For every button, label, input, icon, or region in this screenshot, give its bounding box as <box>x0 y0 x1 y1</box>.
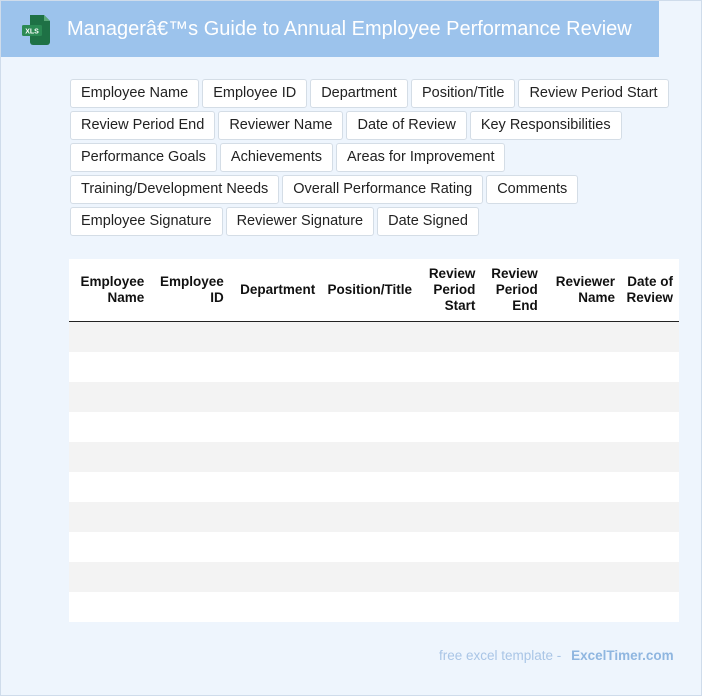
column-header: Position/Title <box>321 259 418 322</box>
column-header: Employee ID <box>150 259 229 322</box>
table-cell[interactable] <box>230 592 321 622</box>
footer-brand-link[interactable]: ExcelTimer.com <box>571 648 674 663</box>
table-cell[interactable] <box>69 382 150 412</box>
table-cell[interactable] <box>321 382 418 412</box>
table-cell[interactable] <box>544 592 621 622</box>
field-tag[interactable]: Achievements <box>220 143 333 172</box>
table-cell[interactable] <box>230 352 321 382</box>
table-row <box>69 472 679 502</box>
table-cell[interactable] <box>230 382 321 412</box>
table-cell[interactable] <box>481 442 543 472</box>
table-cell[interactable] <box>544 532 621 562</box>
field-tag[interactable]: Date of Review <box>346 111 466 140</box>
table-cell[interactable] <box>418 382 481 412</box>
table-cell[interactable] <box>481 562 543 592</box>
table-cell[interactable] <box>481 352 543 382</box>
table-cell[interactable] <box>621 442 679 472</box>
table-cell[interactable] <box>621 412 679 442</box>
table-cell[interactable] <box>418 592 481 622</box>
table-cell[interactable] <box>230 322 321 353</box>
field-tag[interactable]: Reviewer Name <box>218 111 343 140</box>
footer <box>439 648 674 663</box>
table-cell[interactable] <box>69 322 150 353</box>
table-cell[interactable] <box>418 502 481 532</box>
field-tag-list <box>70 79 685 236</box>
table-cell[interactable] <box>544 472 621 502</box>
field-tag[interactable]: Position/Title <box>411 79 515 108</box>
table-cell[interactable] <box>69 352 150 382</box>
table-cell[interactable] <box>544 502 621 532</box>
table-cell[interactable] <box>230 472 321 502</box>
table-cell[interactable] <box>150 442 229 472</box>
column-header: Reviewer Name <box>544 259 621 322</box>
table-cell[interactable] <box>418 532 481 562</box>
table-cell[interactable] <box>544 322 621 353</box>
table-cell[interactable] <box>621 562 679 592</box>
table-cell[interactable] <box>321 532 418 562</box>
table-cell[interactable] <box>150 562 229 592</box>
review-table <box>69 259 679 622</box>
table-cell[interactable] <box>544 412 621 442</box>
table-cell[interactable] <box>481 412 543 442</box>
table-cell[interactable] <box>321 412 418 442</box>
table-cell[interactable] <box>621 382 679 412</box>
table-cell[interactable] <box>418 442 481 472</box>
table-cell[interactable] <box>321 562 418 592</box>
svg-text:XLS: XLS <box>25 28 39 36</box>
field-tag[interactable]: Employee Signature <box>70 207 223 236</box>
field-tag[interactable]: Comments <box>486 175 578 204</box>
field-tag[interactable]: Employee Name <box>70 79 199 108</box>
table-cell[interactable] <box>418 412 481 442</box>
table-cell[interactable] <box>418 352 481 382</box>
column-header: Review Period End <box>481 259 543 322</box>
table-cell[interactable] <box>481 502 543 532</box>
table-row <box>69 502 679 532</box>
table-cell[interactable] <box>230 502 321 532</box>
table-row <box>69 532 679 562</box>
page-title: Managerâ€™s Guide to Annual Employee Performance Review <box>67 18 632 40</box>
table-cell[interactable] <box>418 472 481 502</box>
field-tag[interactable]: Department <box>310 79 408 108</box>
table-cell[interactable] <box>321 592 418 622</box>
field-tag[interactable]: Areas for Improvement <box>336 143 505 172</box>
field-tag[interactable]: Training/Development Needs <box>70 175 279 204</box>
table-cell[interactable] <box>418 322 481 353</box>
field-tag[interactable]: Performance Goals <box>70 143 217 172</box>
table-cell[interactable] <box>69 532 150 562</box>
table-row <box>69 322 679 353</box>
table-cell[interactable] <box>230 412 321 442</box>
field-tag[interactable]: Date Signed <box>377 207 479 236</box>
table-cell[interactable] <box>621 352 679 382</box>
field-tag[interactable]: Overall Performance Rating <box>282 175 483 204</box>
table-cell[interactable] <box>69 592 150 622</box>
table-cell[interactable] <box>230 442 321 472</box>
table-cell[interactable] <box>69 412 150 442</box>
review-table-container[interactable] <box>69 259 679 622</box>
table-cell[interactable] <box>544 562 621 592</box>
table-row <box>69 592 679 622</box>
table-cell[interactable] <box>69 502 150 532</box>
field-tag[interactable]: Reviewer Signature <box>226 207 375 236</box>
field-tag[interactable]: Review Period End <box>70 111 215 140</box>
table-cell[interactable] <box>544 442 621 472</box>
table-cell[interactable] <box>321 502 418 532</box>
table-cell[interactable] <box>150 532 229 562</box>
table-cell[interactable] <box>481 382 543 412</box>
table-cell[interactable] <box>150 352 229 382</box>
table-cell[interactable] <box>621 322 679 353</box>
table-cell[interactable] <box>69 442 150 472</box>
table-cell[interactable] <box>481 322 543 353</box>
table-cell[interactable] <box>230 532 321 562</box>
excel-file-icon <box>22 15 50 45</box>
table-row <box>69 382 679 412</box>
table-cell[interactable] <box>418 562 481 592</box>
field-tag[interactable]: Key Responsibilities <box>470 111 622 140</box>
table-cell[interactable] <box>150 322 229 353</box>
table-row <box>69 352 679 382</box>
table-cell[interactable] <box>150 502 229 532</box>
table-cell[interactable] <box>150 592 229 622</box>
table-cell[interactable] <box>230 562 321 592</box>
table-cell[interactable] <box>150 382 229 412</box>
table-cell[interactable] <box>621 592 679 622</box>
footer-text: free excel template - <box>439 648 562 663</box>
table-row <box>69 412 679 442</box>
table-header-row <box>69 259 679 322</box>
table-cell[interactable] <box>321 442 418 472</box>
title-bar <box>1 1 659 57</box>
column-header: Employee Name <box>69 259 150 322</box>
table-cell[interactable] <box>150 412 229 442</box>
table-row <box>69 562 679 592</box>
table-cell[interactable] <box>544 382 621 412</box>
table-cell[interactable] <box>481 532 543 562</box>
field-tag[interactable]: Employee ID <box>202 79 307 108</box>
table-cell[interactable] <box>481 472 543 502</box>
table-cell[interactable] <box>69 472 150 502</box>
table-row <box>69 442 679 472</box>
table-cell[interactable] <box>321 472 418 502</box>
table-cell[interactable] <box>621 472 679 502</box>
table-cell[interactable] <box>621 532 679 562</box>
column-header: Review Period Start <box>418 259 481 322</box>
table-cell[interactable] <box>321 322 418 353</box>
column-header: Department <box>230 259 321 322</box>
table-cell[interactable] <box>481 592 543 622</box>
table-cell[interactable] <box>150 472 229 502</box>
column-header: Date of Review <box>621 259 679 322</box>
table-cell[interactable] <box>621 502 679 532</box>
table-cell[interactable] <box>544 352 621 382</box>
field-tag[interactable]: Review Period Start <box>518 79 668 108</box>
table-cell[interactable] <box>69 562 150 592</box>
table-cell[interactable] <box>321 352 418 382</box>
